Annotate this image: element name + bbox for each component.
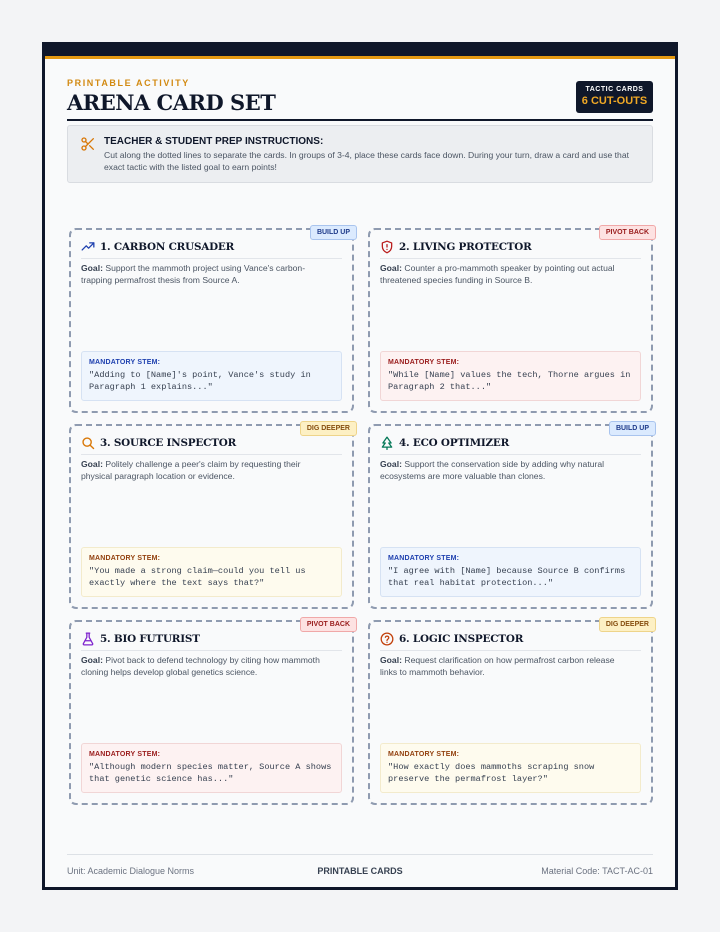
goal-text: Support the mammoth project using Vance's carbon-trapping permafrost thesis from Source A. [81, 263, 306, 285]
goal-label: Goal: [81, 459, 103, 469]
help-circle-icon [380, 632, 394, 646]
stem-label: MANDATORY STEM: [388, 751, 460, 758]
printable-page [42, 42, 678, 890]
card-title: 1. CARBON CRUSADER [100, 241, 235, 253]
stem-text: "I agree with [Name] because Source B confirms that real habitat protection..." [388, 566, 626, 588]
title-rule [67, 119, 653, 121]
card-title: 5. BIO FUTURIST [100, 633, 200, 645]
stem-text: "While [Name] values the tech, Thorne argues in Paragraph 2 that..." [388, 370, 631, 392]
stem-label: MANDATORY STEM: [89, 751, 161, 758]
stem-label: MANDATORY STEM: [388, 359, 460, 366]
shield-alert-icon [380, 240, 394, 254]
goal-text: Request clarification on how permafrost carbon release links to mammoth behavior. [380, 655, 615, 677]
page-title: ARENA CARD SET [67, 90, 276, 115]
goal-text: Pivot back to defend technology by citing how mammoth cloning helps develop global genetics science. [81, 655, 320, 677]
tree-icon [380, 436, 394, 450]
prep-instructions [67, 125, 653, 183]
goal-text: Counter a pro-mammoth speaker by pointing out actual threatened species funding in Source B. [380, 263, 615, 285]
stem-label: MANDATORY STEM: [89, 555, 161, 562]
goal-label: Goal: [81, 655, 103, 665]
tactic-card-carbon-crusader[interactable] [69, 228, 354, 413]
magnifier-icon [81, 436, 95, 450]
footer-unit: Unit: Academic Dialogue Norms [67, 866, 195, 876]
instructions-text: Cut along the dotted lines to separate the cards. In groups of 3-4, place these cards face down. During your turn, draw a card and use that exact tactic with the listed goal to earn points! [104, 150, 630, 172]
footer-divider [67, 854, 653, 855]
stem-text: "Adding to [Name]'s point, Vance's study in Paragraph 1 explains..." [89, 370, 311, 392]
card-title: 4. ECO OPTIMIZER [399, 437, 510, 449]
badge-count: 6 CUT-OUTS [581, 95, 648, 107]
footer-title: PRINTABLE CARDS [317, 866, 403, 876]
card-title: 3. SOURCE INSPECTOR [100, 437, 237, 449]
stem-text: "Although modern species matter, Source A shows that genetic science has..." [89, 762, 332, 784]
card-goal [81, 655, 330, 678]
goal-text: Support the conservation side by adding why natural ecosystems are more valuable than clones. [380, 459, 605, 481]
card-goal [380, 263, 629, 286]
mandatory-stem [81, 743, 342, 793]
instructions-heading: TEACHER & STUDENT PREP INSTRUCTIONS: [104, 136, 324, 147]
tactic-card-source-inspector[interactable] [69, 424, 354, 609]
mandatory-stem [81, 547, 342, 597]
card-tag: PIVOT BACK [300, 617, 357, 632]
tactic-card-bio-futurist[interactable] [69, 620, 354, 805]
tactic-card-logic-inspector[interactable] [368, 620, 653, 805]
card-tag: BUILD UP [609, 421, 656, 436]
mandatory-stem [380, 351, 641, 401]
stem-label: MANDATORY STEM: [89, 359, 161, 366]
card-tag: DIG DEEPER [599, 617, 656, 632]
goal-text: Politely challenge a peer's claim by requesting their physical paragraph location or evidence. [81, 459, 301, 481]
card-tag: PIVOT BACK [599, 225, 656, 240]
mandatory-stem [380, 743, 641, 793]
card-goal [380, 655, 629, 678]
scissors-icon [80, 136, 96, 157]
flask-icon [81, 632, 95, 646]
mandatory-stem [81, 351, 342, 401]
goal-label: Goal: [380, 263, 402, 273]
cutouts-badge [576, 81, 653, 113]
goal-label: Goal: [380, 655, 402, 665]
card-tag: DIG DEEPER [300, 421, 357, 436]
stem-text: "How exactly does mammoths scraping snow preserve the permafrost layer?" [388, 762, 595, 784]
card-title: 6. LOGIC INSPECTOR [399, 633, 524, 645]
card-goal [81, 459, 330, 482]
page-kicker: PRINTABLE ACTIVITY [67, 78, 190, 88]
footer-material-code: Material Code: TACT-AC-01 [541, 866, 653, 876]
badge-label: TACTIC CARDS [585, 86, 644, 93]
tactic-card-living-protector[interactable] [368, 228, 653, 413]
goal-label: Goal: [380, 459, 402, 469]
trending-up-icon [81, 240, 95, 254]
stem-text: "You made a strong claim—could you tell us exactly where the text says that?" [89, 566, 306, 588]
tactic-card-eco-optimizer[interactable] [368, 424, 653, 609]
goal-label: Goal: [81, 263, 103, 273]
card-tag: BUILD UP [310, 225, 357, 240]
card-goal [81, 263, 330, 286]
stem-label: MANDATORY STEM: [388, 555, 460, 562]
card-title: 2. LIVING PROTECTOR [399, 241, 532, 253]
mandatory-stem [380, 547, 641, 597]
card-goal [380, 459, 629, 482]
